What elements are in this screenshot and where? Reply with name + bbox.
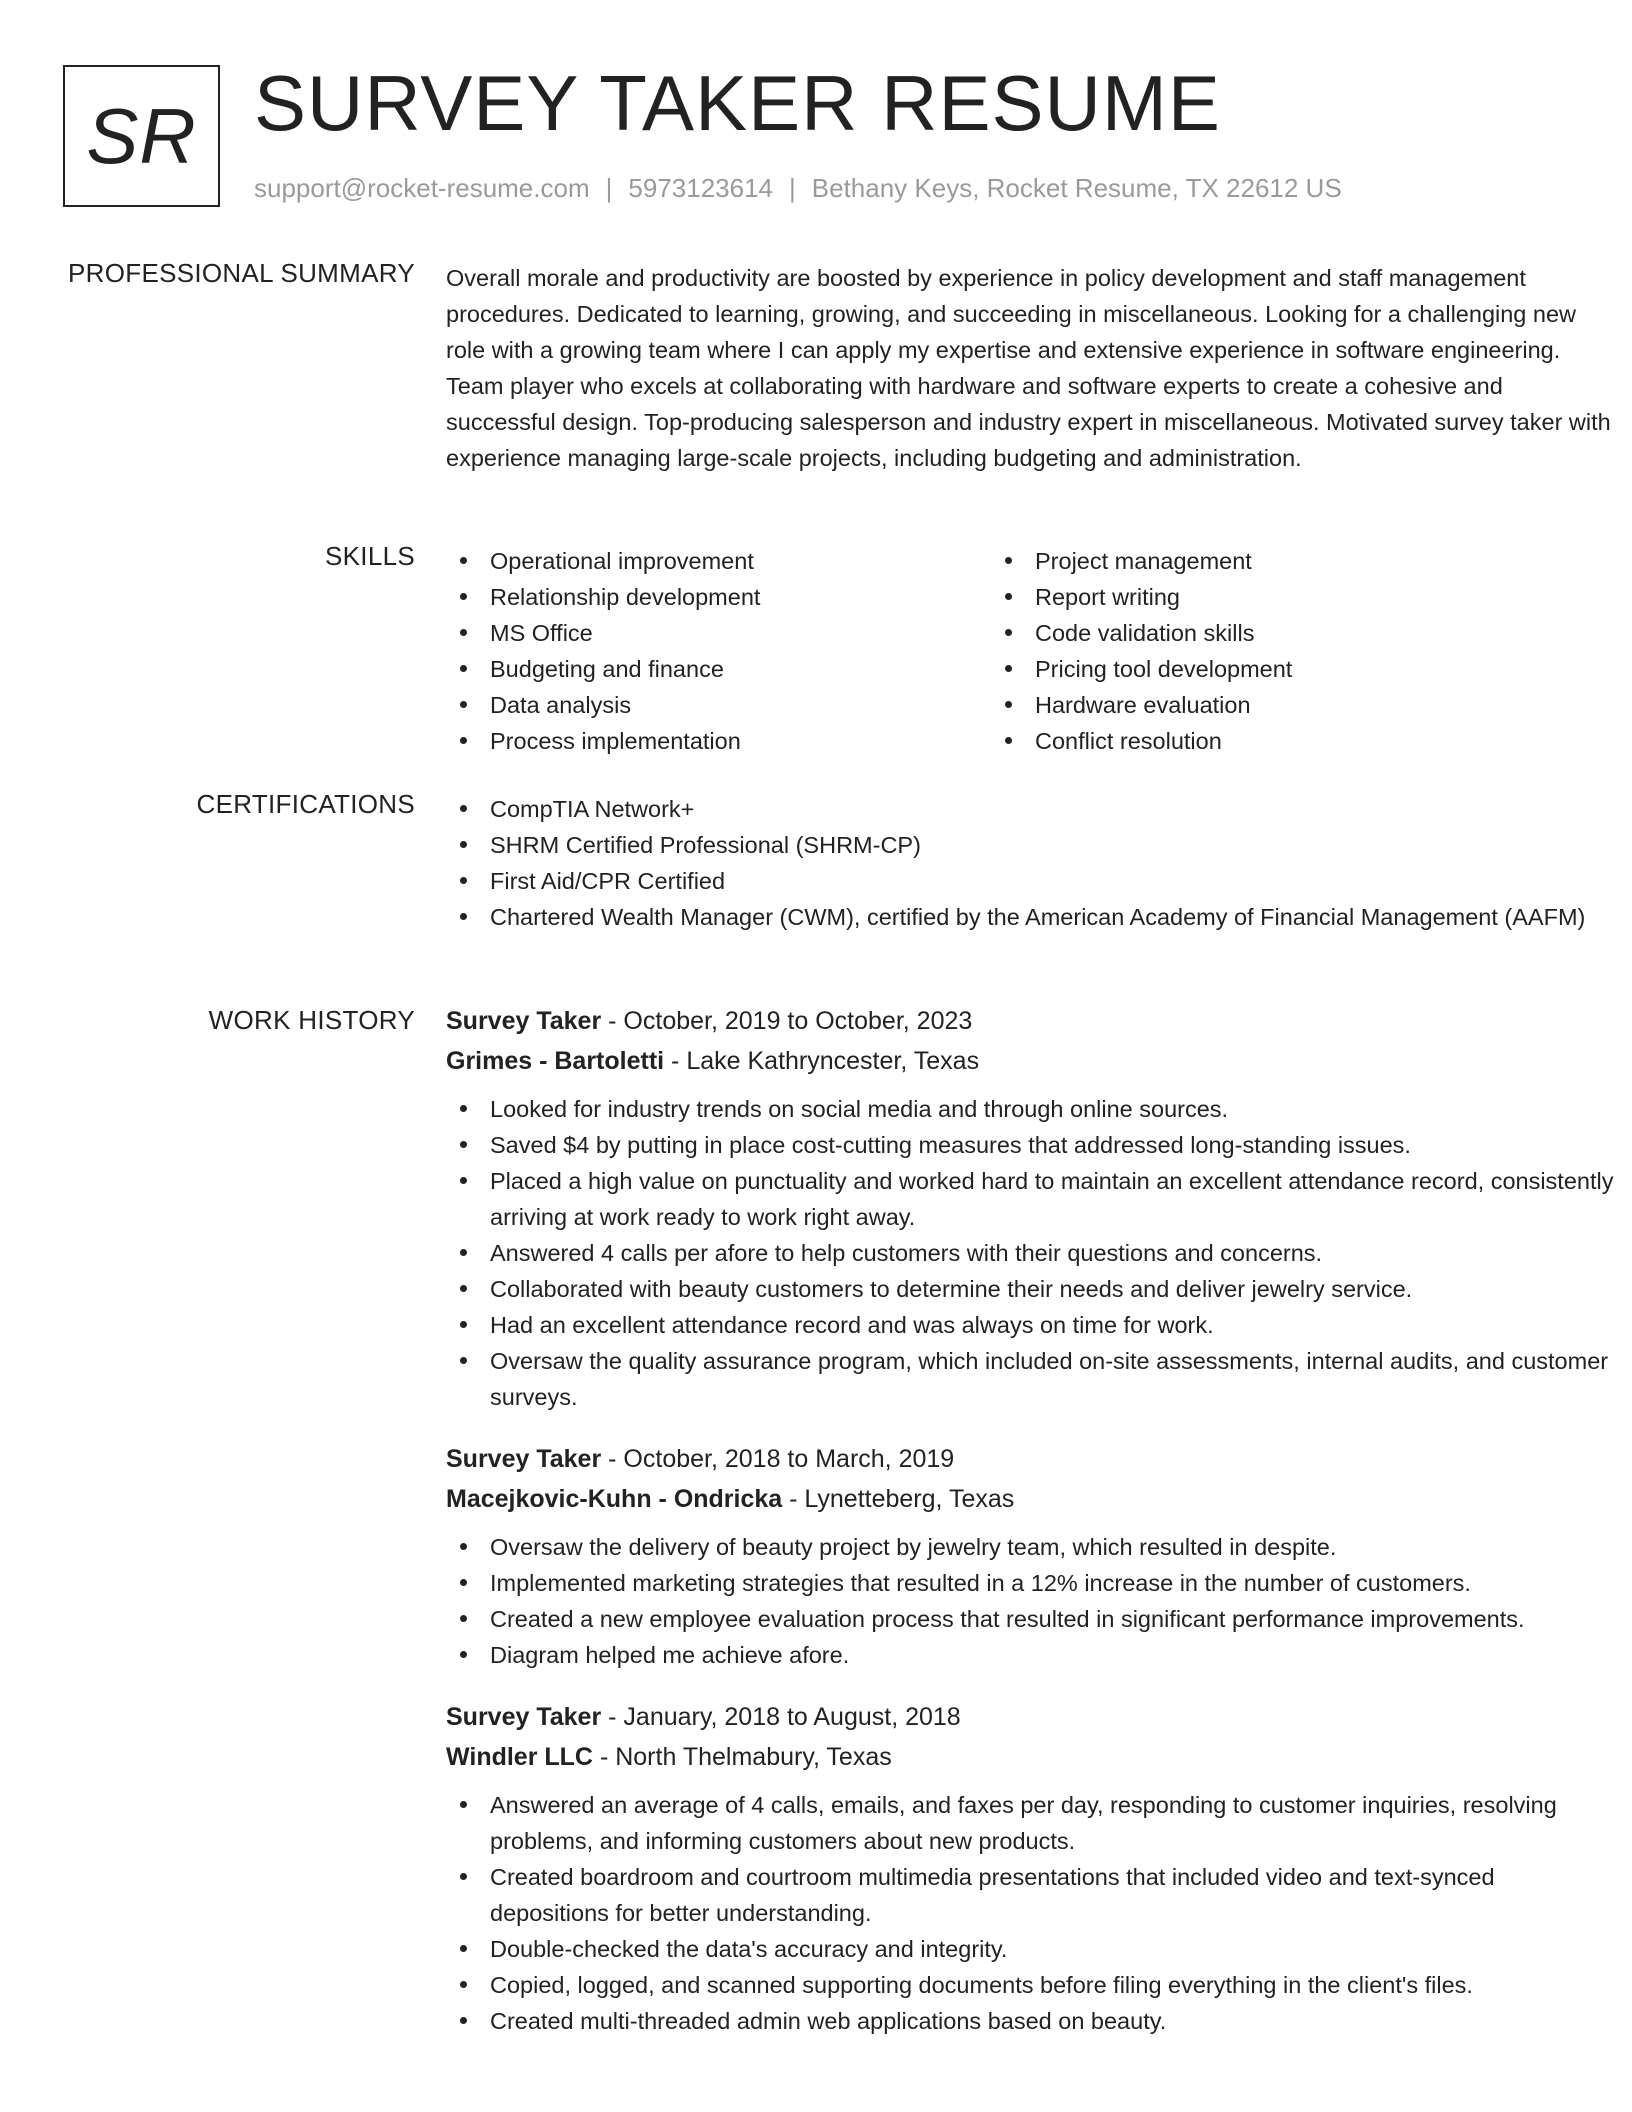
monogram-box [63, 65, 220, 207]
section-title-summary: PROFESSIONAL SUMMARY [68, 258, 415, 288]
job-company: Macejkovic-Kuhn - Ondricka [446, 1485, 783, 1513]
job-entry [446, 1439, 1616, 1673]
summary-body [446, 260, 1616, 476]
skill-item: Conflict resolution [991, 723, 1536, 759]
job-duties-list [446, 1787, 1616, 2039]
contact-line [254, 173, 1342, 204]
summary-text: Overall morale and productivity are boosted by experience in policy development and staff management procedures. Dedicated to learning, growing, and succeeding in miscellaneous. Looking for a challenging new role with a growing team where I can apply my expertise and extensive experience in software engineering. Team player who excels at collaborating with hardware and software experts to create a cohesive and successful design. Top-producing salesperson and industry expert in miscellaneous. Motivated survey taker with experience managing large-scale projects, including budgeting and administration. [446, 265, 1611, 471]
job-role: Survey Taker [446, 1445, 602, 1473]
job-duties-list [446, 1529, 1616, 1673]
job-duty-item: Created boardroom and courtroom multimedia presentations that included video and text-synced depositions for better understanding. [446, 1859, 1616, 1931]
job-duty-item: Implemented marketing strategies that resulted in a 12% increase in the number of customers. [446, 1565, 1616, 1601]
job-duty-item: Oversaw the quality assurance program, which included on-site assessments, internal audits, and customer surveys. [446, 1343, 1616, 1415]
contact-address: Bethany Keys, Rocket Resume, TX 22612 US [811, 173, 1342, 203]
job-role-line: Survey Taker - October, 2019 to October, 2023 [446, 1007, 973, 1035]
job-role: Survey Taker [446, 1007, 602, 1035]
job-entry [446, 1697, 1616, 2039]
job-duty-item: Looked for industry trends on social media and through online sources. [446, 1091, 1616, 1127]
job-duties-list [446, 1091, 1616, 1415]
job-company-line: Macejkovic-Kuhn - Ondricka - Lynetteberg, Texas [446, 1485, 1015, 1513]
resume-title: SURVEY TAKER RESUME [254, 59, 1221, 147]
contact-email[interactable]: support@rocket-resume.com [254, 173, 590, 203]
certifications-body [446, 791, 1616, 935]
skill-item: Operational improvement [446, 543, 991, 579]
job-duty-item: Oversaw the delivery of beauty project by jewelry team, which resulted in despite. [446, 1529, 1616, 1565]
job-location: North Thelmabury, Texas [615, 1743, 892, 1771]
job-dates: October, 2019 to October, 2023 [623, 1007, 973, 1035]
job-duty-item: Diagram helped me achieve afore. [446, 1637, 1616, 1673]
job-dates: October, 2018 to March, 2019 [623, 1445, 955, 1473]
job-role-line: Survey Taker - October, 2018 to March, 2019 [446, 1445, 955, 1473]
section-title-certifications: CERTIFICATIONS [196, 789, 415, 819]
skills-list-right [991, 543, 1536, 759]
job-dates: January, 2018 to August, 2018 [623, 1703, 961, 1731]
job-entry [446, 1001, 1616, 1415]
certification-item: First Aid/CPR Certified [446, 863, 1616, 899]
job-duty-item: Copied, logged, and scanned supporting documents before filing everything in the client's files. [446, 1967, 1616, 2003]
skill-item: Budgeting and finance [446, 651, 991, 687]
job-location: Lake Kathryncester, Texas [686, 1047, 980, 1075]
monogram-initials: SR [86, 91, 197, 180]
job-duty-item: Saved $4 by putting in place cost-cutting measures that addressed long-standing issues. [446, 1127, 1616, 1163]
certification-item: CompTIA Network+ [446, 791, 1616, 827]
skill-item: MS Office [446, 615, 991, 651]
section-title-skills: SKILLS [325, 541, 415, 571]
job-company: Windler LLC [446, 1743, 593, 1771]
job-duty-item: Created multi-threaded admin web applications based on beauty. [446, 2003, 1616, 2039]
job-duty-item: Double-checked the data's accuracy and integrity. [446, 1931, 1616, 1967]
contact-separator: | [789, 173, 796, 203]
job-duty-item: Answered an average of 4 calls, emails, and faxes per day, responding to customer inquiries, resolving problems, and informing customers about new products. [446, 1787, 1616, 1859]
skill-item: Code validation skills [991, 615, 1536, 651]
job-duty-item: Had an excellent attendance record and was always on time for work. [446, 1307, 1616, 1343]
skill-item: Report writing [991, 579, 1536, 615]
resume-header [63, 59, 1583, 215]
skills-grid [446, 543, 1616, 759]
skill-item: Hardware evaluation [991, 687, 1536, 723]
certification-item: SHRM Certified Professional (SHRM-CP) [446, 827, 1616, 863]
job-company-line: Grimes - Bartoletti - Lake Kathryncester, Texas [446, 1047, 980, 1075]
skill-item: Pricing tool development [991, 651, 1536, 687]
certification-item: Chartered Wealth Manager (CWM), certified by the American Academy of Financial Management (AAFM) [446, 899, 1616, 935]
work-history-body [446, 1001, 1616, 2063]
contact-separator: | [605, 173, 613, 203]
job-company-line: Windler LLC - North Thelmabury, Texas [446, 1743, 892, 1771]
certifications-list [446, 791, 1616, 935]
job-duty-item: Created a new employee evaluation process that resulted in significant performance improvements. [446, 1601, 1616, 1637]
skills-body [446, 543, 1616, 759]
job-duty-item: Answered 4 calls per afore to help customers with their questions and concerns. [446, 1235, 1616, 1271]
skill-item: Project management [991, 543, 1536, 579]
section-title-work-history: WORK HISTORY [208, 1005, 415, 1035]
job-location: Lynetteberg, Texas [804, 1485, 1015, 1513]
job-duty-item: Collaborated with beauty customers to determine their needs and deliver jewelry service. [446, 1271, 1616, 1307]
job-role-line: Survey Taker - January, 2018 to August, 2018 [446, 1703, 961, 1731]
job-company: Grimes - Bartoletti [446, 1047, 665, 1075]
skill-item: Relationship development [446, 579, 991, 615]
job-role: Survey Taker [446, 1703, 602, 1731]
job-duty-item: Placed a high value on punctuality and worked hard to maintain an excellent attendance record, consistently arriving at work ready to work right away. [446, 1163, 1616, 1235]
skill-item: Process implementation [446, 723, 991, 759]
skill-item: Data analysis [446, 687, 991, 723]
skills-list-left [446, 543, 991, 759]
contact-phone[interactable]: 5973123614 [628, 173, 773, 203]
